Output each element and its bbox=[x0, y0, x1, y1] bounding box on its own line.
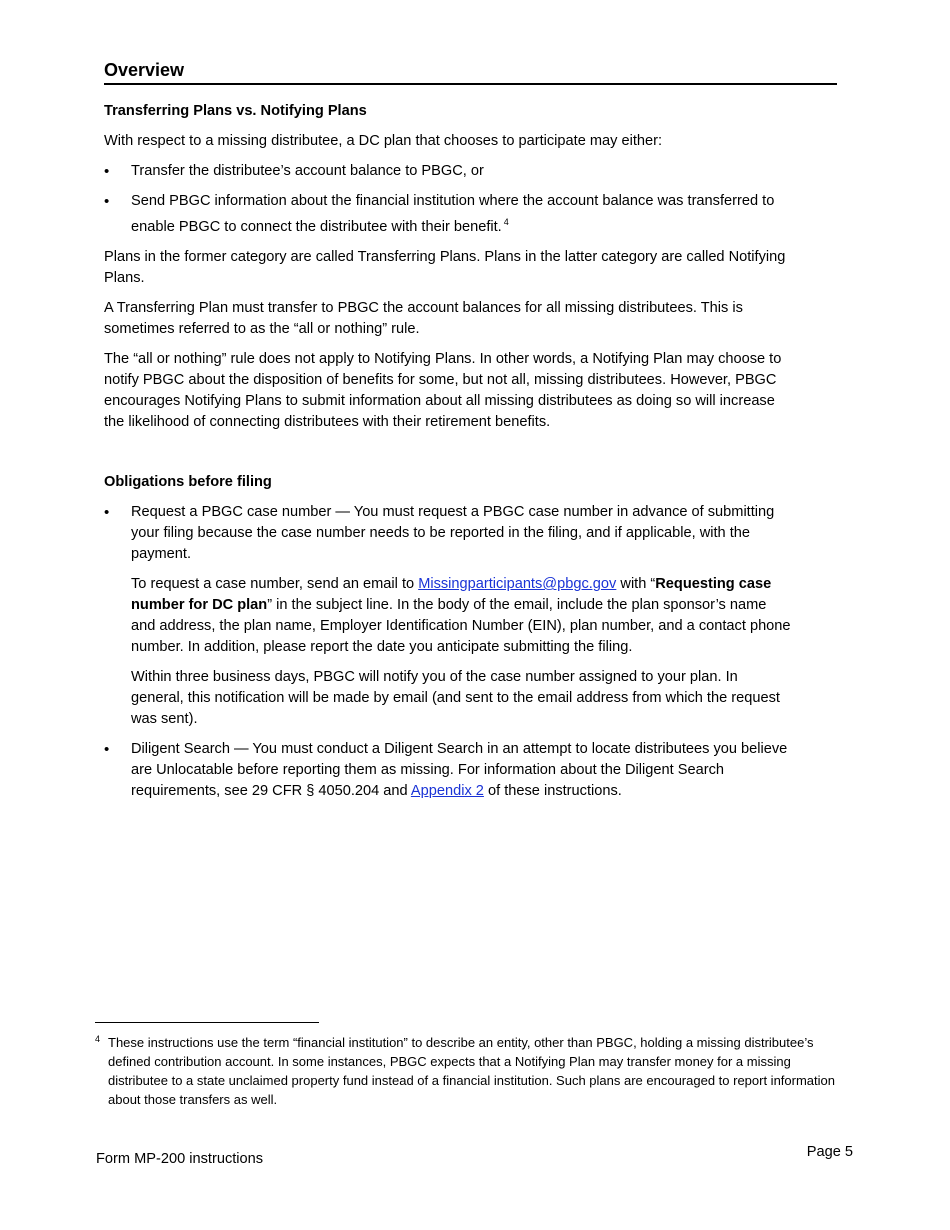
section2-bullet-list bbox=[104, 502, 794, 802]
list-item bbox=[104, 191, 794, 238]
paragraph: The “all or nothing” rule does not apply to Notifying Plans. In other words, a Notifying Plan may choose to notify PBGC about the disposition of benefits for some, but not all, missing distributees. However, PBGC encourages Notifying Plans to submit information about all missing distributees as doing so will increase the likelihood of connecting distributees with their retirement benefits. bbox=[104, 351, 782, 430]
paragraph: A Transferring Plan must transfer to PBGC the account balances for all missing distributees. This is sometimes referred to as the “all or nothing” rule. bbox=[104, 300, 743, 337]
list-item bbox=[104, 502, 794, 730]
email-link[interactable]: Missingparticipants@pbgc.gov bbox=[418, 576, 617, 592]
section-title-obligations: Obligations before filing bbox=[104, 474, 272, 490]
text-run: with “ bbox=[616, 576, 656, 592]
main-content bbox=[104, 101, 794, 811]
footnote-reference[interactable]: 4 bbox=[503, 217, 509, 227]
footnote-divider bbox=[95, 1022, 319, 1023]
text-run: To request a case number, send an email to bbox=[131, 576, 419, 592]
page-heading: Overview bbox=[104, 60, 837, 85]
text-run: Diligent Search — You must conduct a Diligent Search in an attempt to locate distributees you believe are Unlocatable before reporting them as missing. For information about the Diligent Search requirements, see 29 CFR § 4050.204 and bbox=[131, 741, 788, 799]
paragraph: Plans in the former category are called Transferring Plans. Plans in the latter category are called Notifying Plans. bbox=[104, 249, 786, 286]
list-item bbox=[104, 739, 794, 802]
section1-bullet-list bbox=[104, 161, 794, 238]
footer-page-number: Page 5 bbox=[806, 1144, 853, 1160]
text-run: of these instructions. bbox=[483, 783, 622, 799]
bullet-text: Send PBGC information about the financial institution where the account balance was transferred to enable PBGC to connect the distributee with their benefit. bbox=[131, 193, 775, 235]
list-item bbox=[104, 161, 794, 182]
notification-info: Within three business days, PBGC will notify you of the case number assigned to your plan. In general, this notification will be made by email (and sent to the email address from which the request was sent). bbox=[131, 669, 780, 727]
appendix-2-link[interactable]: Appendix 2 bbox=[410, 783, 484, 799]
footnote bbox=[95, 1033, 840, 1109]
footnote-text: These instructions use the term “financial institution” to describe an entity, other than PBGC, holding a missing distributee’s defined contribution account. In some instances, PBGC expects that a Notifying Plan may transfer money for a missing distributee to a state unclaimed property fund instead of a financial institution. Such plans are encouraged to report information about those transfers as well. bbox=[108, 1035, 835, 1107]
request-instructions bbox=[131, 574, 794, 658]
section-title-transferring-vs-notifying: Transferring Plans vs. Notifying Plans bbox=[104, 103, 367, 119]
email-subject-line: Requesting case number for DC plan bbox=[131, 576, 772, 613]
bullet-text: • Request a PBGC case number — You must request a PBGC case number in advance of submitting your filing because the case number needs to be reported in the filing, and if applicable, with the payment. bbox=[131, 504, 775, 562]
section1-intro: With respect to a missing distributee, a DC plan that chooses to participate may either: bbox=[104, 133, 663, 149]
footer-form-name: Form MP-200 instructions bbox=[96, 1151, 264, 1167]
bullet-text: Transfer the distributee’s account balance to PBGC, or bbox=[131, 163, 484, 179]
footnote-number: 4 bbox=[95, 1034, 101, 1044]
text-run: ” in the subject line. In the body of the email, include the plan sponsor’s name and address, the plan name, Employer Identification Number (EIN), plan number, and a contact phone number. In addition, please report the date you anticipate submitting the filing. bbox=[131, 597, 791, 655]
